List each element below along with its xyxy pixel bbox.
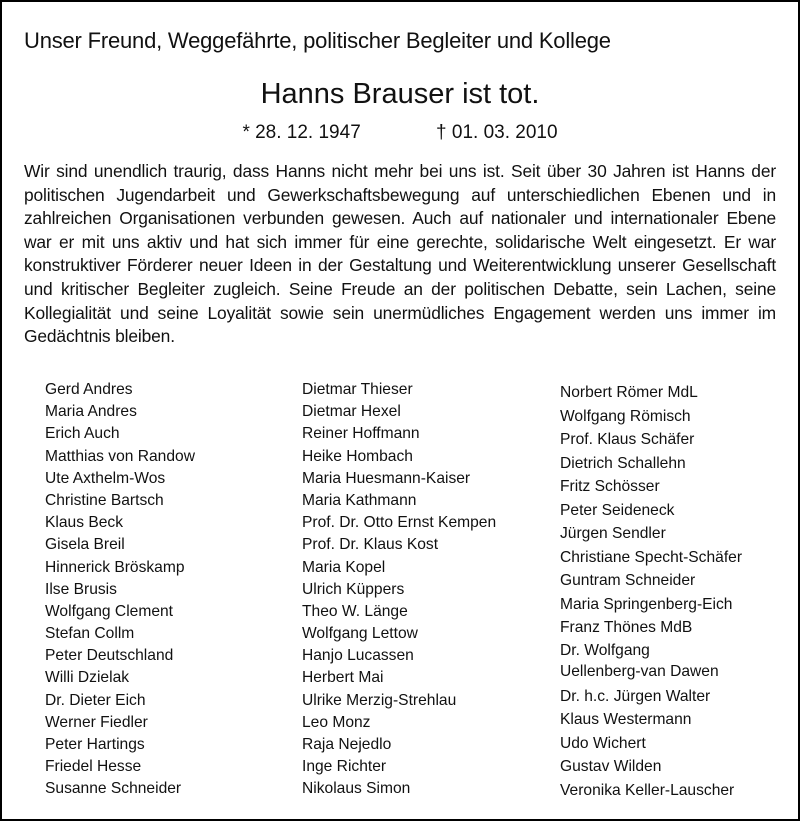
deceased-name: Hanns Brauser ist tot. [260, 78, 540, 110]
signatory-name: Theo W. Länge [302, 602, 408, 620]
signatory-name: Christine Bartsch [45, 491, 164, 509]
signatory-name: Peter Deutschland [45, 647, 174, 665]
signatory-name: Guntram Schneider [560, 572, 696, 589]
signatory-name-line: Uellenberg-van Dawen [560, 663, 719, 680]
signatory-name: Gisela Breil [45, 536, 125, 554]
signatory-name: Willi Dzielak [45, 669, 130, 687]
signatory-name: Maria Andres [45, 403, 137, 421]
signatory-name: Dietrich Schallehn [560, 454, 686, 472]
signatory-name: Wolfgang Lettow [302, 625, 418, 643]
signatory-name: Matthias von Randow [45, 447, 195, 465]
signatory-name: Jürgen Sendler [560, 525, 666, 542]
signatory-name: Dr. h.c. Jürgen Walter [560, 687, 711, 705]
signatory-name: Leo Monz [302, 713, 371, 731]
signatory-name: Ulrike Merzig-Strehlau [302, 691, 457, 709]
signatories-column-3 [560, 381, 742, 802]
signatory-name: Veronika Keller-Lauscher [560, 781, 735, 799]
signatory-name: Ilse Brusis [45, 580, 117, 598]
signatory-name: Herbert Mai [302, 669, 384, 687]
life-dates [0, 122, 800, 144]
signatory-name: Dietmar Hexel [302, 403, 401, 421]
signatory-name: Dr. Dieter Eich [45, 691, 146, 709]
signatory-name: Franz Thönes MdB [560, 619, 693, 636]
obituary-text: Wir sind unendlich traurig, dass Hanns nicht mehr bei uns ist. Seit über 30 Jahren ist Hanns der politischen Jugendarbeit und Gewerkschaftsbewegung auf unterschiedlichen Ebenen und in zahlreichen Organisationen verbunden gewesen. Auch auf nationaler und internationaler Ebene war er mit uns aktiv und hat sich immer für eine gerechte, solidarische Welt eingesetzt. Er war konstruktiver Förderer neuer Ideen in der Gestaltung und Weiterentwicklung unserer Gesellschaft und kritischer Begleiter zugleich. Seine Freude an der politischen Debatte, sein Lachen, seine Kollegialität und seine Loyalität sowie sein unermüdliches Engagement werden uns immer im Gedächtnis bleiben. [24, 161, 776, 347]
obituary-header: Unser Freund, Weggefährte, politischer Begleiter und Kollege [24, 28, 611, 53]
birth-date: * 28. 12. 1947 [242, 122, 361, 143]
signatory-name: Prof. Klaus Schäfer [560, 431, 695, 448]
signatory-name: Susanne Schneider [45, 780, 182, 798]
signatory-name: Nikolaus Simon [302, 780, 411, 798]
signatories-column-2 [302, 379, 496, 801]
signatory-name: Dietmar Thieser [302, 381, 413, 398]
signatory-name: Reiner Hoffmann [302, 425, 420, 443]
signatory-name: Norbert Römer MdL [560, 384, 698, 401]
signatory-name: Werner Fiedler [45, 713, 148, 731]
signatory-name: Inge Richter [302, 758, 387, 776]
signatory-name: Peter Hartings [45, 736, 145, 753]
signatory-name: Heike Hombach [302, 447, 413, 465]
signatory-name: Maria Huesmann-Kaiser [302, 469, 471, 487]
signatory-name: Stefan Collm [45, 625, 135, 643]
signatory-name: Fritz Schösser [560, 478, 660, 495]
signatory-name: Gustav Wilden [560, 758, 662, 775]
signatory-name-line: Dr. Wolfgang [560, 641, 650, 659]
death-date: † 01. 03. 2010 [436, 122, 558, 143]
signatory-name: Erich Auch [45, 425, 120, 443]
signatory-name: Hinnerick Bröskamp [45, 558, 185, 576]
signatory-name: Klaus Westermann [560, 711, 692, 728]
signatory-name: Maria Springenberg-Eich [560, 595, 733, 613]
signatory-name: Raja Nejedlo [302, 736, 392, 753]
signatory-name: Maria Kopel [302, 558, 386, 576]
signatory-name: Friedel Hesse [45, 758, 142, 776]
signatory-name-multiline [560, 640, 742, 683]
signatory-name: Ulrich Küppers [302, 580, 405, 598]
signatory-name: Gerd Andres [45, 381, 133, 398]
signatory-name: Udo Wichert [560, 734, 646, 752]
signatory-name: Wolfgang Clement [45, 602, 173, 620]
signatory-name: Prof. Dr. Klaus Kost [302, 536, 439, 554]
signatory-name: Wolfgang Römisch [560, 407, 691, 425]
signatory-name: Prof. Dr. Otto Ernst Kempen [302, 514, 497, 532]
signatory-name: Hanjo Lucassen [302, 647, 414, 665]
signatory-name: Peter Seideneck [560, 501, 675, 519]
signatory-name: Maria Kathmann [302, 491, 417, 509]
signatory-name: Ute Axthelm-Wos [45, 469, 166, 487]
signatory-name: Klaus Beck [45, 514, 124, 532]
signatory-name: Christiane Specht-Schäfer [560, 548, 743, 566]
signatories-column-1 [45, 379, 195, 801]
